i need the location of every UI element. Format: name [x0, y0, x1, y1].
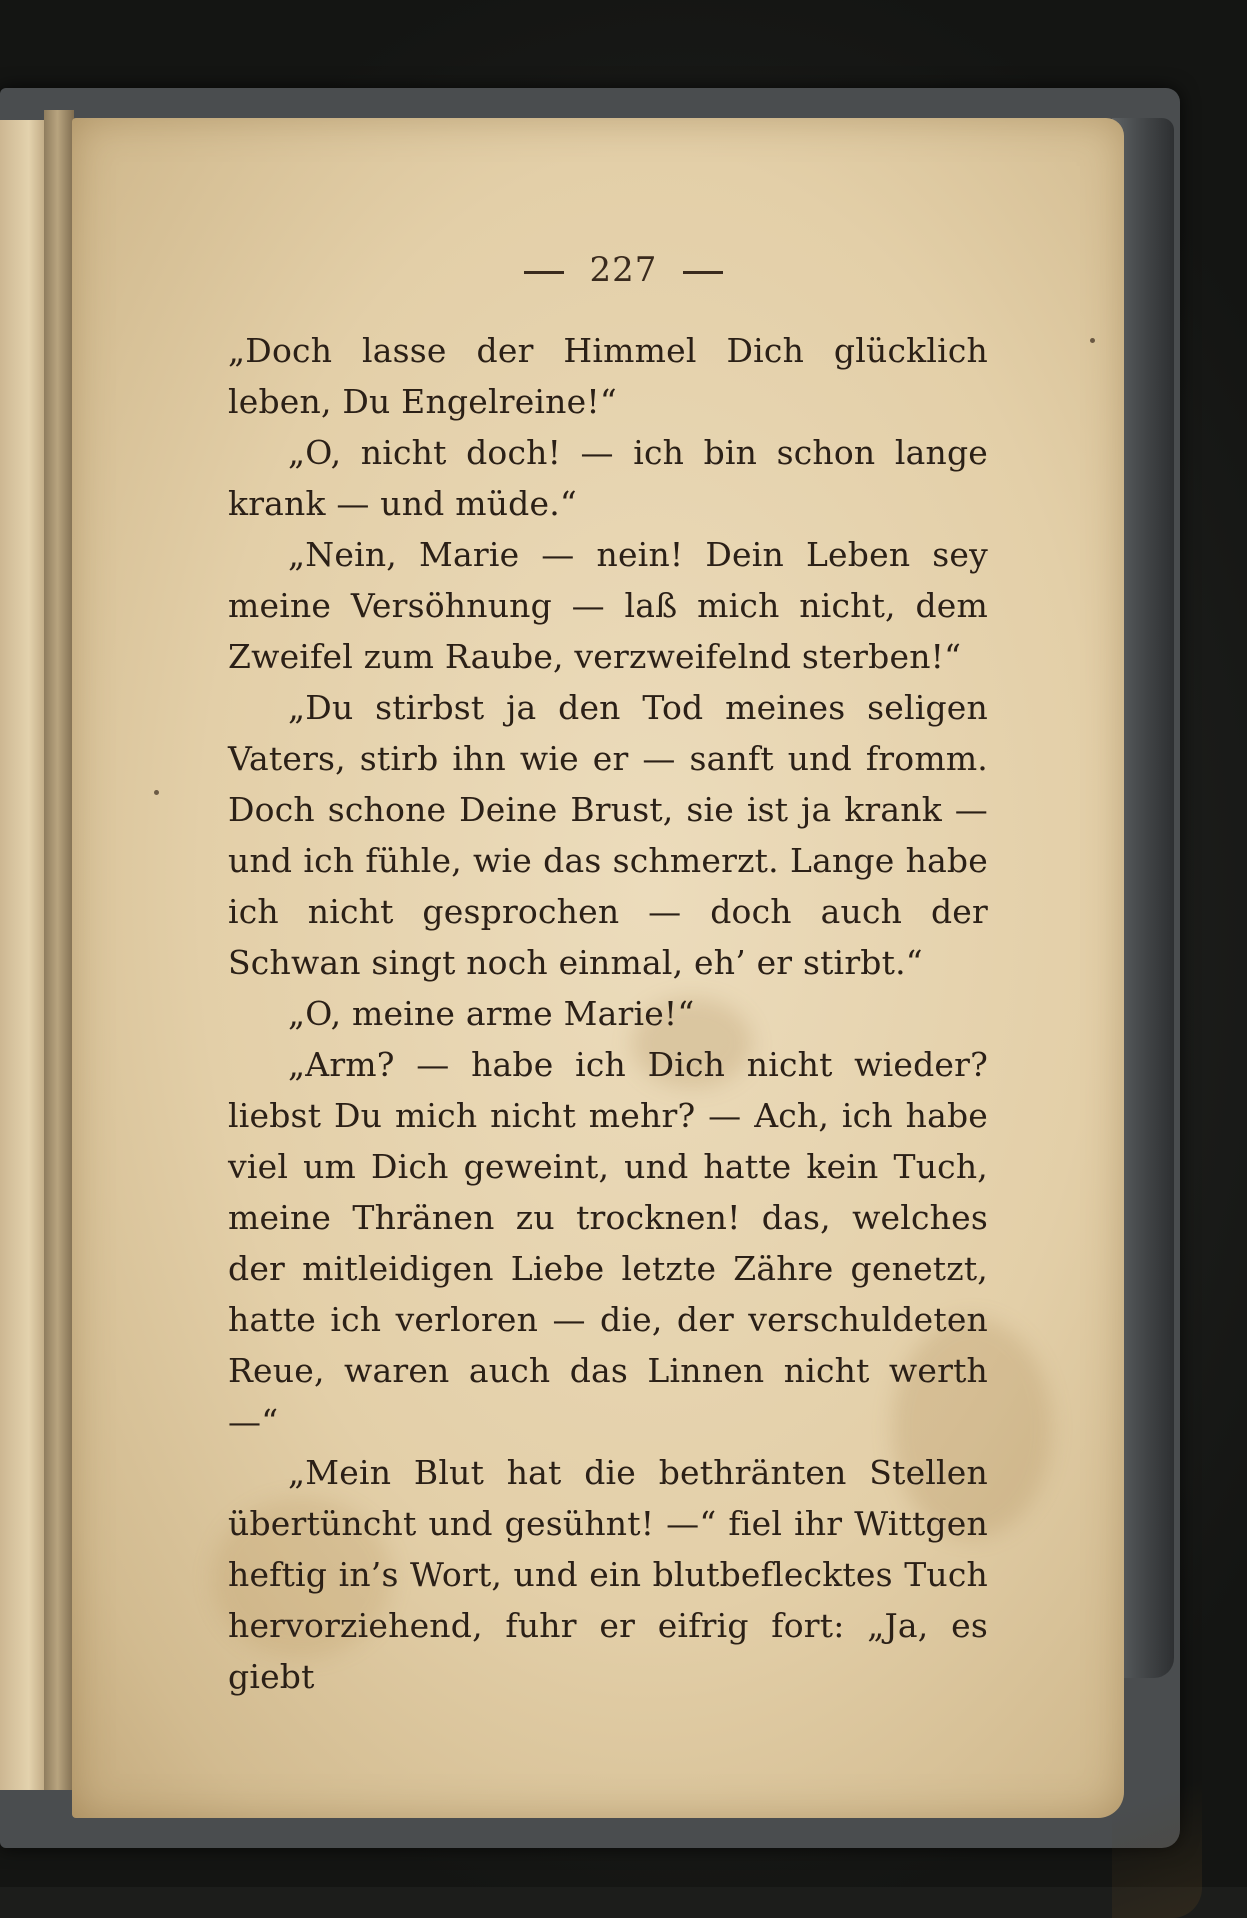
page-number: 227 [589, 250, 658, 290]
ink-speck [154, 790, 159, 795]
header-dash-right [683, 271, 723, 274]
paragraph: „O, meine arme Marie!“ [288, 994, 695, 1033]
paragraph: „O, nicht doch! — ich bin schon lange krank — und müde.“ [228, 433, 988, 523]
paragraph: „Mein Blut hat die bethränten Stellen übertüncht und gesühnt! —“ fiel ihr Wittgen heftig in’s Wort, und ein blutbeflecktes Tuch hervorziehend, fuhr er eifrig fort: „Ja, es giebt [228, 1453, 988, 1696]
page-header [0, 250, 1247, 290]
paragraph: „Du stirbst ja den Tod meines seligen Vaters, stirb ihn wie er — sanft und fromm. Doch schone Deine Brust, sie ist ja krank — und ich fühle, wie das schmerzt. Lange habe ich nicht gesprochen — doch auch der Schwan singt noch einmal, eh’ er stirbt.“ [228, 688, 988, 982]
paragraph: „Arm? — habe ich Dich nicht wieder? liebst Du mich nicht mehr? — Ach, ich habe viel um Dich geweint, und hatte kein Tuch, meine Thränen zu trocknen! das, welches der mitleidigen Liebe letzte Zähre genetzt, hatte ich verloren — die, der verschuldeten Reue, waren auch das Linnen nicht werth —“ [228, 1045, 988, 1441]
page-fold [1112, 1718, 1202, 1918]
ink-speck [1090, 338, 1095, 343]
header-dash-left [524, 271, 564, 274]
paragraph: „Doch lasse der Himmel Dich glücklich leben, Du Engelreine!“ [228, 331, 988, 421]
page-text [228, 325, 988, 1702]
book-gutter [44, 110, 74, 1790]
paragraph: „Nein, Marie — nein! Dein Leben sey meine Versöhnung — laß mich nicht, dem Zweifel zum Raube, verzweifelnd sterben!“ [228, 535, 988, 676]
left-page-edge [0, 120, 48, 1790]
